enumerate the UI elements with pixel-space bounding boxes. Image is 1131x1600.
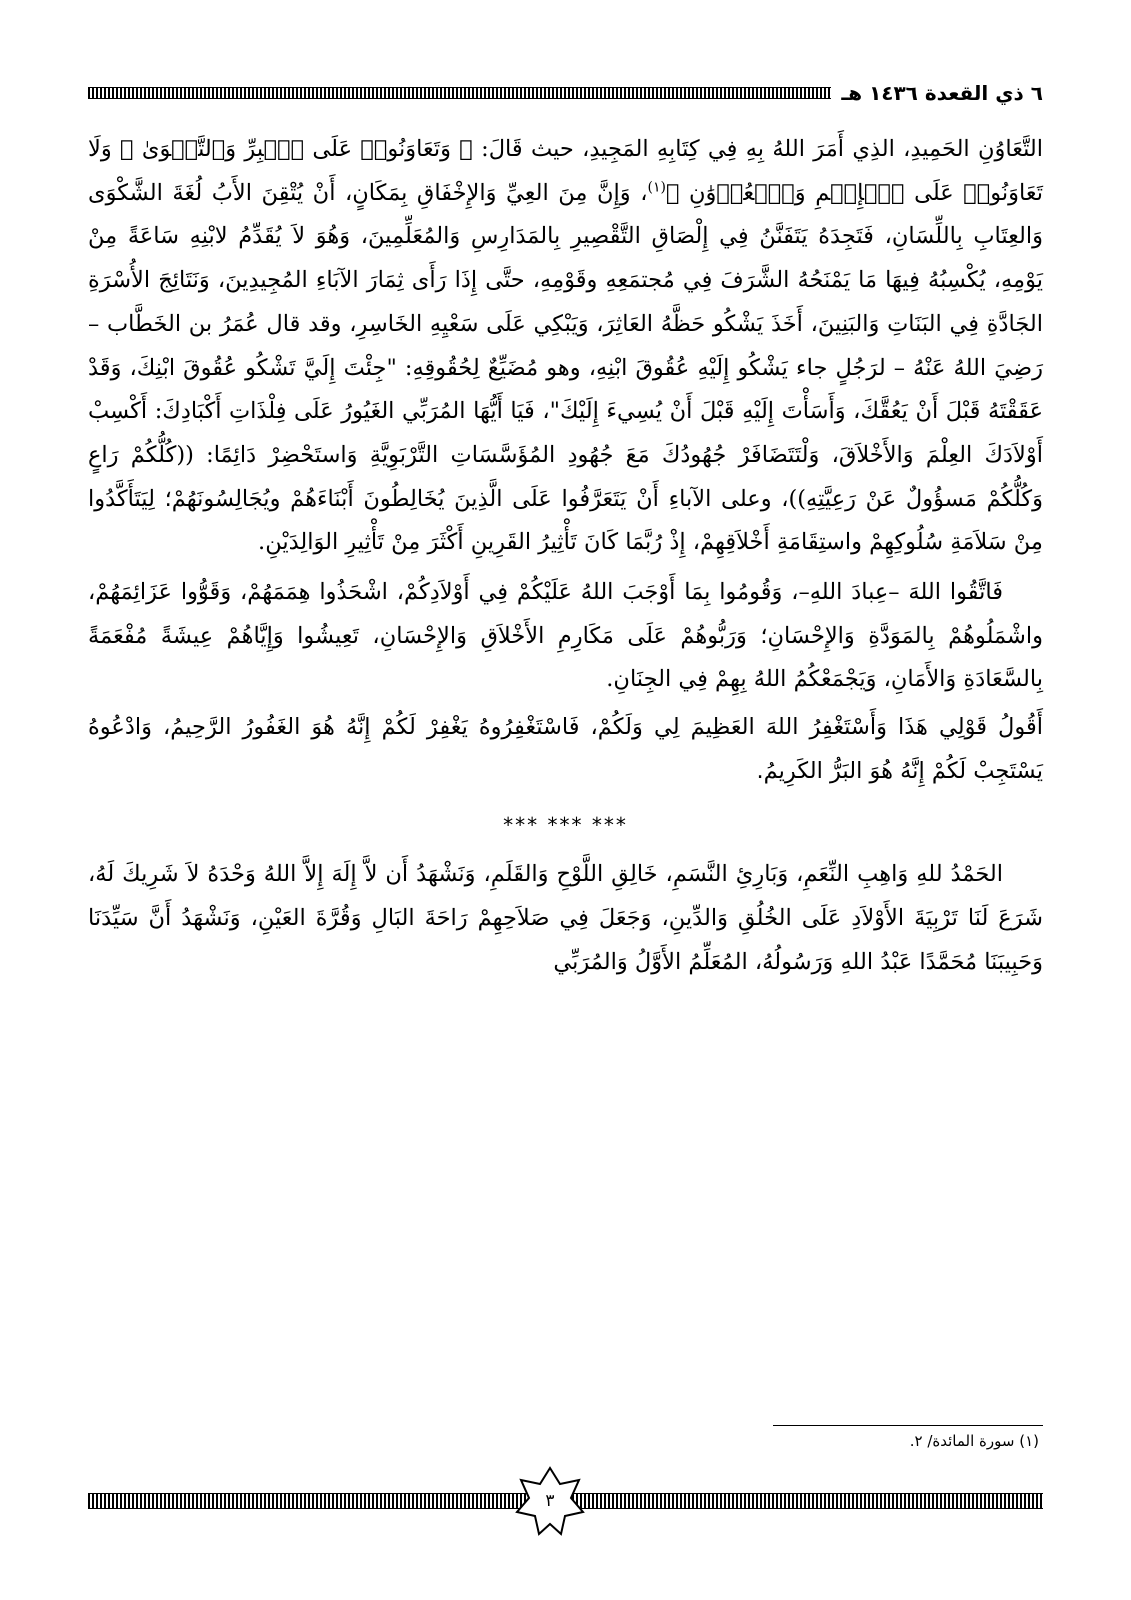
section-separator: *** *** *** bbox=[503, 812, 628, 837]
page-number: ٣ bbox=[545, 1491, 555, 1511]
quran-verse: ﴿ وَتَعَاوَنُوا۟ عَلَى ٱلۡبِرِّ وَٱلتَّقۡوَىٰ ۖ وَلَا تَعَاوَنُوا۟ عَلَى ٱلۡإِثۡمِ وَٱلۡعُدۡوَٰنِ ﴾ bbox=[88, 136, 1044, 206]
paragraph-1-body: ، وَإِنَّ مِنَ العِيِّ وَالإِخْفَاقِ بِمَكَانٍ، أَنْ يُتْقِنَ الأَبُ لُغَةَ الشَّكْوَى وَالعِتَابِ بِاللِّسَانِ، فَتَجِدَهُ يَتَفَنَّنُ فِي إِلْصَاقِ التَّقْصِيرِ بِالمَدَارِسِ وَالمُعَلِّمِينَ، وَهُوَ لاَ يُقَدِّمُ لابْنِهِ سَاعَةً مِنْ يَوْمِهِ، يُكْسِبُهُ فِيهَا مَا يَمْنَحُهُ الشَّرَفَ فِي مُجتمَعِهِ وقَوْمِهِ، حتَّى إِذَا رَأَى ثِمَارَ الآبَاءِ المُجِيدِينَ، وَنَتَائِجَ الأُسْرَةِ الجَادَّةِ فِي البَنَاتِ وَالبَنِينَ، أَخَذَ يَشْكُو حَظَّهُ العَاثِرَ، وَيَبْكِي عَلَى سَعْيِهِ الخَاسِرِ، وقد قال عُمَرُ بن الخَطَّاب – رَضِيَ اللهُ عَنْهُ – لرَجُلٍ جاء يَشْكُو إِلَيْهِ عُقُوقَ ابْنِهِ، وهو مُضَيِّعٌ لِحُقُوقِهِ: "جِئْتَ إِلَيَّ تَشْكُو عُقُوقَ ابْنِكَ، وَقَدْ عَقَقْتَهُ قَبْلَ أَنْ يَعُقَّكَ، وَأَسَأْتَ إِلَيْهِ قَبْلَ أَنْ يُسِيءَ إِلَيْكَ"، فَيَا أَيُّهَا المُرَبِّي الغَيُورُ عَلَى فِلْذَاتِ أَكْبَادِكَ: أَكْسِبْ أَوْلاَدَكَ العِلْمَ وَالأَخْلاَقَ، وَلْتَتَضَافَرْ جُهُودُكَ مَعَ جُهُودِ المُؤَسَّسَاتِ التَّرْبَوِيَّةِ وَاستَحْضِرْ دَائِمًا: ((كُلُّكُمْ رَاعٍ وَكُلُّكُمْ مَسؤُولٌ عَنْ رَعِيَّتِهِ))، وعلى الآباءِ أَنْ يَتَعَرَّفُوا عَلَى الَّذِينَ يُخَالِطُونَ أَبْنَاءَهُمْ ويُجَالِسُونَهُمْ؛ لِيَتَأَكَّدُوا مِنْ سَلاَمَةِ سُلُوكِهِمْ واستِقَامَةِ أَخْلاَقِهِمْ، إِذْ رُبَّمَا كَانَ تَأْثِيرُ القَرِينِ أَكْثَرَ مِنْ تَأْثِيرِ الوَالِدَيْنِ. bbox=[88, 179, 1043, 556]
footnote-reference: (١) bbox=[647, 179, 666, 196]
second-sermon-opening: الحَمْدُ للهِ وَاهِبِ النِّعَمِ، وَبَارِئِ النَّسَمِ، خَالِقِ اللَّوْحِ وَالقَلَمِ، وَنَشْهَدُ أَن لاَّ إِلَهَ إِلاَّ اللهُ وَحْدَهُ لاَ شَرِيكَ لَهُ، شَرَعَ لَنَا تَرْبِيَةَ الأَوْلاَدِ عَلَى الخُلُقِ وَالدِّينِ، وَجَعَلَ فِي صَلاَحِهِمْ رَاحَةَ البَالِ وَقُرَّةَ العَيْنِ، وَنَشْهَدُ أَنَّ سَيِّدَنَا وَحَبِيبَنَا مُحَمَّدًا عَبْدُ اللهِ وَرَسُولُهُ، المُعَلِّمُ الأَوَّلُ وَالمُرَبِّي bbox=[88, 861, 1043, 975]
paragraph-1 bbox=[88, 128, 1043, 565]
page-content bbox=[88, 128, 1043, 984]
page-header bbox=[88, 76, 1043, 110]
header-date: ٦ ذي القعدة ١٤٣٦ هـ bbox=[841, 81, 1043, 105]
footnote: (١) سورة المائدة/ ٢. bbox=[909, 1432, 1039, 1450]
footnote-divider bbox=[773, 1425, 1043, 1426]
header-rule bbox=[88, 87, 831, 99]
paragraph-2: فَاتَّقُوا اللهَ –عِبادَ اللهِ–، وَقُومُوا بِمَا أَوْجَبَ اللهُ عَلَيْكُمْ فِي أَوْلاَدِكُمْ، اشْحَذُوا هِمَمَهُمْ، وَقَوُّوا عَزَائِمَهُمْ، واشْمَلُوهُمْ بِالمَوَدَّةِ وَالإِحْسَانِ؛ وَرَبُّوهُمْ عَلَى مَكَارِمِ الأَخْلاَقِ وَالإِحْسَانِ، تَعِيشُوا وَإِيَّاهُمْ عِيشَةً مُفْعَمَةً بِالسَّعَادَةِ وَالأَمَانِ، وَيَجْمَعْكُمُ اللهُ بِهِمْ فِي الجِنَانِ. bbox=[88, 579, 1043, 693]
closing-supplication: أَقُولُ قَوْلِي هَذَا وَأَسْتَغْفِرُ اللهَ العَظِيمَ لِي وَلَكُمْ، فَاسْتَغْفِرُوهُ يَغْفِرْ لَكُمْ إِنَّهُ هُوَ الغَفُورُ الرَّحِيمُ، وَادْعُوهُ يَسْتَجِبْ لَكُمْ إِنَّهُ هُوَ البَرُّ الكَرِيمُ. bbox=[88, 714, 1043, 784]
paragraph-1-intro: التَّعَاوُنِ الحَمِيدِ، الذِي أَمَرَ اللهُ بِهِ فِي كِتَابِهِ المَجِيدِ، حيث قَالَ: bbox=[472, 136, 1043, 162]
